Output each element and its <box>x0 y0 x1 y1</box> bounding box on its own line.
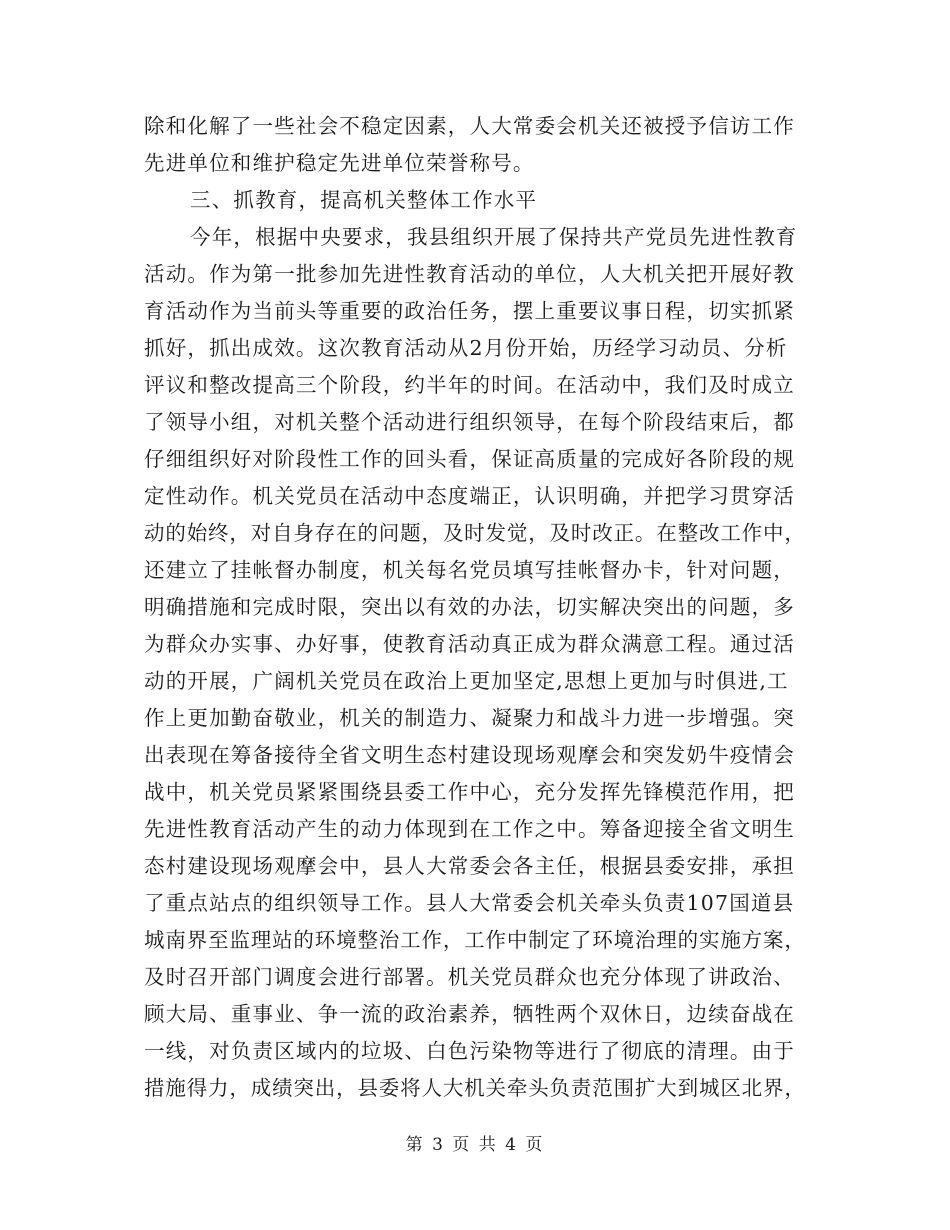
body-text-line: 活动。作为第一批参加先进性教育活动的单位，人大机关把开展好教 <box>144 262 795 286</box>
body-text-line: 定性动作。机关党员在活动中态度端正，认识明确，并把学习贯穿活 <box>144 484 795 508</box>
body-text-line: 先进单位和维护稳定先进单位荣誉称号。 <box>144 151 535 175</box>
body-text-line: 作上更加勤奋敬业，机关的制造力、凝聚力和战斗力进一步增强。突 <box>144 706 795 730</box>
body-text-line: 评议和整改提高三个阶段，约半年的时间。在活动中，我们及时成立 <box>144 373 795 397</box>
body-text-line: 先进性教育活动产生的动力体现到在工作之中。筹备迎接全省文明生 <box>144 817 795 841</box>
body-text-line: 战中，机关党员紧紧围绕县委工作中心，充分发挥先锋模范作用，把 <box>144 780 795 804</box>
body-text-line: 了领导小组，对机关整个活动进行组织领导，在每个阶段结束后，都 <box>144 410 795 434</box>
body-text-line: 城南界至监理站的环境整治工作，工作中制定了环境治理的实施方案， <box>144 928 806 952</box>
body-text-line: 态村建设现场观摩会中，县人大常委会各主任，根据县委安排，承担 <box>144 854 795 878</box>
body-text-line: 为群众办实事、办好事，使教育活动真正成为群众满意工程。通过活 <box>144 632 795 656</box>
body-text-line: 顾大局、重事业、争一流的政治素养，牺牲两个双休日，边续奋战在 <box>144 1002 795 1026</box>
body-text-line: 除和化解了一些社会不稳定因素，人大常委会机关还被授予信访工作 <box>144 114 795 138</box>
body-text-line: 育活动作为当前头等重要的政治任务，摆上重要议事日程，切实抓紧 <box>144 299 795 323</box>
body-text-line: 了重点站点的组织领导工作。县人大常委会机关牵头负责107国道县 <box>144 891 795 915</box>
body-text-line: 措施得力，成绩突出，县委将人大机关牵头负责范围扩大到城区北界， <box>144 1076 806 1100</box>
body-text-line: 及时召开部门调度会进行部署。机关党员群众也充分体现了讲政治、 <box>144 965 795 989</box>
body-text-line: 抓好，抓出成效。这次教育活动从2月份开始，历经学习动员、分析 <box>144 336 788 360</box>
body-text-line: 今年，根据中央要求，我县组织开展了保持共产党员先进性教育 <box>190 225 798 249</box>
body-text-line: 出表现在筹备接待全省文明生态村建设现场观摩会和突发奶牛疫情会 <box>144 743 795 767</box>
body-text-line: 动的始终，对自身存在的问题，及时发觉，及时改正。在整改工作中， <box>144 521 806 545</box>
body-text-line: 仔细组织好对阶段性工作的回头看，保证高质量的完成好各阶段的规 <box>144 447 795 471</box>
section-heading: 三、抓教育，提高机关整体工作水平 <box>190 188 538 212</box>
body-text-line: 动的开展，广阔机关党员在政治上更加坚定,思想上更加与时俱进,工 <box>144 669 789 693</box>
body-text-line: 一线，对负责区域内的垃圾、白色污染物等进行了彻底的清理。由于 <box>144 1039 795 1063</box>
page-number-footer: 第 3 页 共 4 页 <box>405 1135 545 1155</box>
body-text-line: 明确措施和完成时限，突出以有效的办法，切实解决突出的问题，多 <box>144 595 795 619</box>
body-text-line: 还建立了挂帐督办制度，机关每名党员填写挂帐督办卡，针对问题， <box>144 558 795 582</box>
